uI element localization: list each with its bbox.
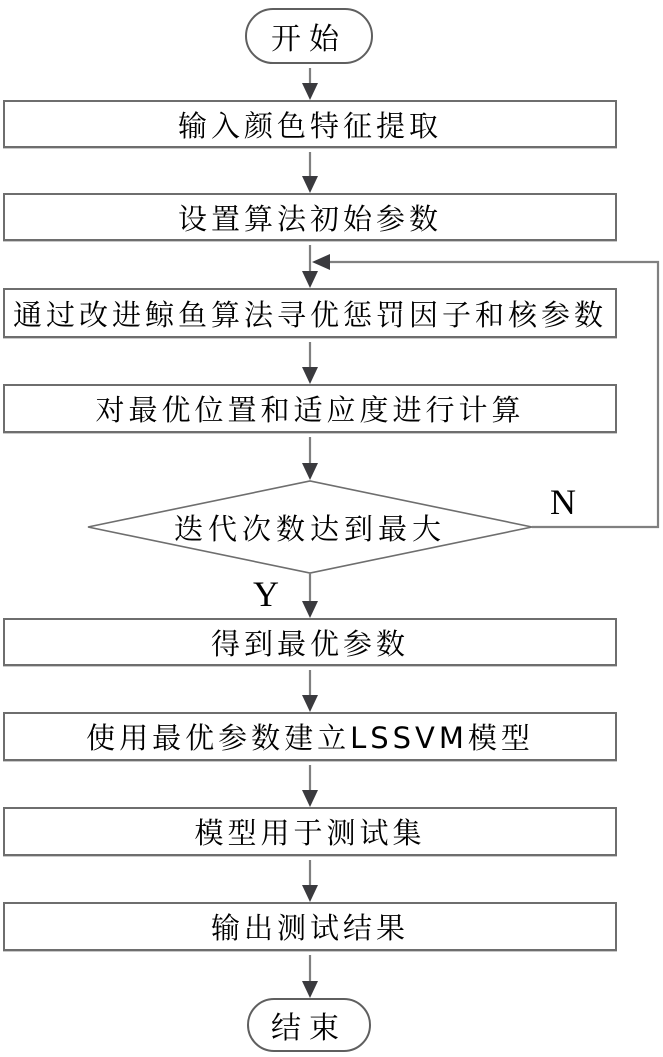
arrowhead-to-test [302,790,318,807]
node-output-results-label: 输出测试结果 [210,911,409,945]
arrowhead-to-best [302,601,318,618]
node-end [247,998,371,1052]
node-start-label: 开始 [271,22,347,57]
node-max-iter-check [88,481,532,573]
arrowhead-to-init [302,176,318,193]
arrowhead-to-decision [302,463,318,480]
node-input-features [3,100,617,148]
node-init-params [3,193,617,241]
arrowhead-loop-back [312,254,330,270]
node-output-results [3,902,617,951]
node-apply-testset [3,807,617,856]
node-woa-optimize [3,288,617,338]
arrowhead-to-input [302,83,318,100]
node-input-features-label: 输入颜色特征提取 [177,108,442,143]
node-start [245,8,373,64]
node-fitness-calc [3,384,617,433]
node-init-params-label: 设置算法初始参数 [177,201,442,236]
node-end-label: 结束 [271,1011,347,1046]
node-apply-testset-label: 模型用于测试集 [194,816,426,850]
arrowhead-to-output [302,885,318,902]
node-fitness-calc-label: 对最优位置和适应度进行计算 [95,393,525,427]
branch-label-no: N [550,482,576,522]
node-best-params-label: 得到最优参数 [210,626,409,661]
node-best-params [3,618,617,666]
arrowhead-to-woa [302,271,318,288]
node-build-model-label: 使用最优参数建立LSSVM模型 [86,721,534,755]
arrowhead-to-end [302,981,318,998]
node-woa-optimize-label: 通过改进鲸鱼算法寻优惩罚因子和核参数 [12,297,607,332]
branch-label-yes: Y [253,574,279,614]
node-max-iter-check-label: 迭代次数达到最大 [173,511,446,546]
arrowhead-to-model [302,695,318,712]
node-build-model [3,712,617,761]
arrowhead-to-fitness [302,367,318,384]
